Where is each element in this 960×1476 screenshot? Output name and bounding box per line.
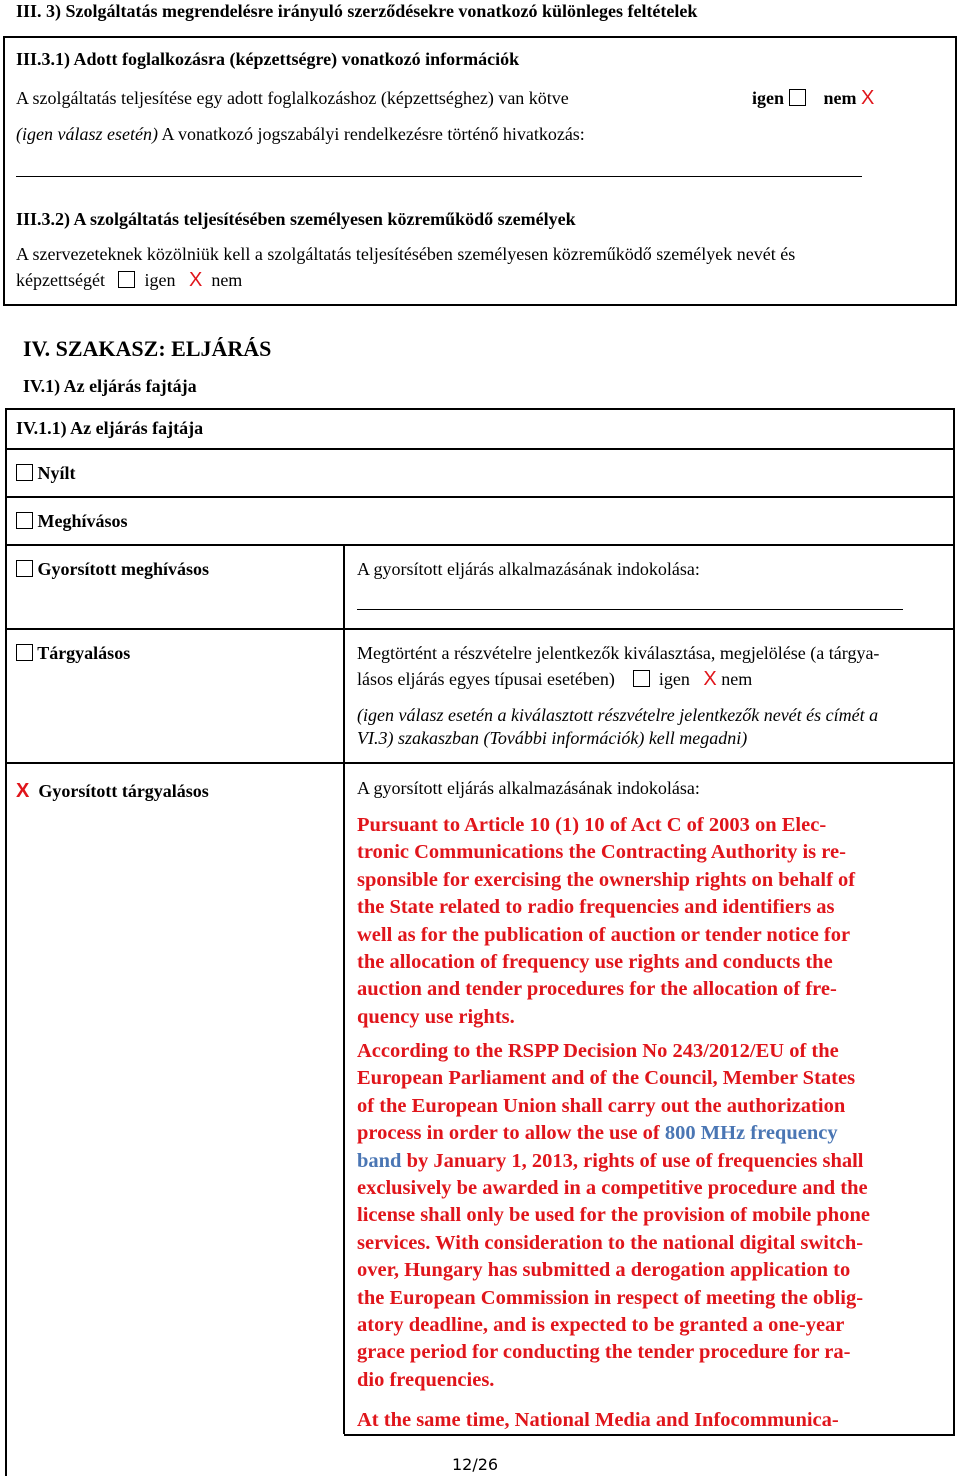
- justification-paragraph-1: [357, 812, 949, 1031]
- gyorsitott-targyalasos-label: Gyorsított tárgyalásos: [38, 781, 209, 801]
- justification-line: auction and tender procedures for the allocation of fre-: [357, 978, 837, 1001]
- section4-heading: IV. SZAKASZ: ELJÁRÁS: [23, 336, 272, 361]
- justification-line: the State related to radio frequencies and identifiers as: [357, 896, 835, 919]
- s32-line1: A szervezeteknek közölniük kell a szolgáltatás teljesítésében személyesen közreműködő személyek nevét és: [16, 244, 796, 264]
- row-divider: [5, 762, 955, 764]
- column-divider: [343, 544, 345, 1434]
- s32-nem-checked-mark[interactable]: X: [188, 269, 203, 291]
- justification-line: the allocation of frequency use rights and conducts the: [357, 951, 833, 974]
- targyalasos-note1: (igen válasz esetén a kiválasztott részvételre jelentkezők nevét és címét a: [357, 705, 879, 725]
- justification-text: by January 1, 2013, rights of use of frequencies shall: [401, 1149, 864, 1172]
- targyalasos-igen-label: igen: [658, 669, 690, 689]
- option-nyilt[interactable]: [16, 462, 76, 484]
- row-divider: [5, 448, 955, 450]
- s31-reference: [16, 123, 585, 145]
- justification-line: [357, 1148, 949, 1175]
- justification-line: of the European Union shall carry out the authorization: [357, 1094, 846, 1117]
- justification-line: atory deadline, and is expected to be granted a one-year: [357, 1314, 845, 1337]
- justification-line: license shall only be used for the provision of mobile phone: [357, 1204, 870, 1227]
- targyalasos-text2-label: lásos eljárás egyes típusai esetében): [357, 669, 615, 689]
- row-divider: [5, 544, 955, 546]
- targyalasos-nem-label: nem: [721, 669, 753, 689]
- s31-ref-italic: (igen válasz esetén): [16, 124, 158, 144]
- justification-line: well as for the publication of auction or tender notice for: [357, 923, 851, 946]
- s32-line2-text: képzettségét: [16, 270, 105, 290]
- option-gyorsitott-targyalasos[interactable]: [16, 780, 209, 802]
- page-number: 12/26: [452, 1455, 499, 1474]
- s32-nem-label: nem: [211, 270, 243, 290]
- section-heading: III. 3) Szolgáltatás megrendelésre irányuló szerződésekre vonatkozó különleges feltételek: [16, 1, 698, 21]
- igen-label: igen: [752, 88, 785, 108]
- igen-checkbox[interactable]: [789, 89, 806, 106]
- s31-answer: [752, 87, 874, 109]
- nyilt-label: Nyílt: [37, 463, 76, 483]
- targyalasos-igen-checkbox[interactable]: [633, 670, 650, 687]
- s31-title: III.3.1) Adott foglalkozásra (képzettségre) vonatkozó információk: [16, 49, 520, 69]
- justification-line: quency use rights.: [357, 1005, 515, 1028]
- s32-title: III.3.2) A szolgáltatás teljesítésében személyesen közreműködő személyek: [16, 209, 576, 229]
- option-meghivasos[interactable]: [16, 510, 128, 532]
- justification-line: At the same time, National Media and Infocommunica-: [357, 1409, 839, 1431]
- targyalasos-note2: VI.3) szakaszban (További információk) kell megadni): [357, 728, 748, 748]
- justification-line: the European Commission in respect of meeting the oblig-: [357, 1286, 864, 1309]
- gyorsitott-indok-label: A gyorsított eljárás alkalmazásának indokolása:: [357, 559, 700, 579]
- targyalasos-label: Tárgyalásos: [37, 643, 131, 663]
- justification-line: tronic Communications the Contracting Authority is re-: [357, 841, 846, 864]
- table-left-border: [5, 408, 7, 1476]
- table-top-border: [5, 408, 955, 410]
- justification-paragraph-3: [357, 1407, 949, 1434]
- section-3-box: [3, 36, 957, 306]
- justification-line: grace period for conducting the tender procedure for ra-: [357, 1341, 851, 1364]
- frequency-highlight: band: [357, 1149, 402, 1172]
- s32-igen-checkbox[interactable]: [118, 271, 135, 288]
- justification-line: services. With consideration to the national digital switch-: [357, 1231, 864, 1254]
- justification-text: process in order to allow the use of: [357, 1122, 665, 1145]
- nem-checked-mark[interactable]: X: [861, 87, 875, 109]
- gyorsitott-meghivasos-label: Gyorsított meghívásos: [37, 559, 209, 579]
- justification-paragraph-2: [357, 1038, 949, 1394]
- nem-label: nem: [823, 88, 857, 108]
- s31-ref-text: A vonatkozó jogszabályi rendelkezésre történő hivatkozás:: [157, 124, 585, 144]
- frequency-highlight: 800 MHz frequency: [664, 1122, 838, 1145]
- gyorsitott-meghivasos-checkbox[interactable]: [16, 560, 33, 577]
- justification-line: exclusively be awarded in a competitive procedure and the: [357, 1177, 868, 1200]
- option-targyalasos[interactable]: [16, 642, 130, 664]
- meghivasos-checkbox[interactable]: [16, 512, 33, 529]
- s31-text: A szolgáltatás teljesítése egy adott foglalkozáshoz (képzettséghez) van kötve: [16, 88, 569, 108]
- justification-line: European Parliament and of the Council, Member States: [357, 1067, 856, 1090]
- row-divider: [5, 496, 955, 498]
- justification-line: According to the RSPP Decision No 243/2012/EU of the: [357, 1040, 839, 1062]
- s32-igen-label: igen: [144, 270, 176, 290]
- table-right-border: [953, 408, 955, 1434]
- option-gyorsitott-meghivasos[interactable]: [16, 558, 209, 580]
- gyorsitott-targyalasos-indok-label: A gyorsított eljárás alkalmazásának indokolása:: [357, 778, 700, 798]
- s32-line2: [16, 269, 242, 291]
- s411-title: IV.1.1) Az eljárás fajtája: [16, 418, 204, 438]
- row-divider: [5, 628, 955, 630]
- targyalasos-text1: Megtörtént a részvételre jelentkezők kiválasztása, megjelölése (a tárgya-: [357, 643, 880, 663]
- justification-line: [357, 1120, 949, 1147]
- targyalasos-text2: [357, 668, 752, 690]
- targyalasos-checkbox[interactable]: [16, 644, 33, 661]
- justification-line: dio frequencies.: [357, 1368, 495, 1391]
- justification-line: Pursuant to Article 10 (1) 10 of Act C of 2003 on Elec-: [357, 814, 827, 836]
- justification-line: sponsible for exercising the ownership rights on behalf of: [357, 868, 856, 891]
- nyilt-checkbox[interactable]: [16, 464, 33, 481]
- targyalasos-nem-checked-mark[interactable]: X: [703, 668, 717, 690]
- meghivasos-label: Meghívásos: [37, 511, 128, 531]
- s41-title: IV.1) Az eljárás fajtája: [23, 376, 197, 396]
- justification-line: over, Hungary has submitted a derogation application to: [357, 1259, 851, 1282]
- gyorsitott-indok-input-line[interactable]: [357, 609, 903, 610]
- reference-input-line[interactable]: [16, 176, 862, 177]
- gyorsitott-targyalasos-checked-mark[interactable]: X: [16, 780, 30, 802]
